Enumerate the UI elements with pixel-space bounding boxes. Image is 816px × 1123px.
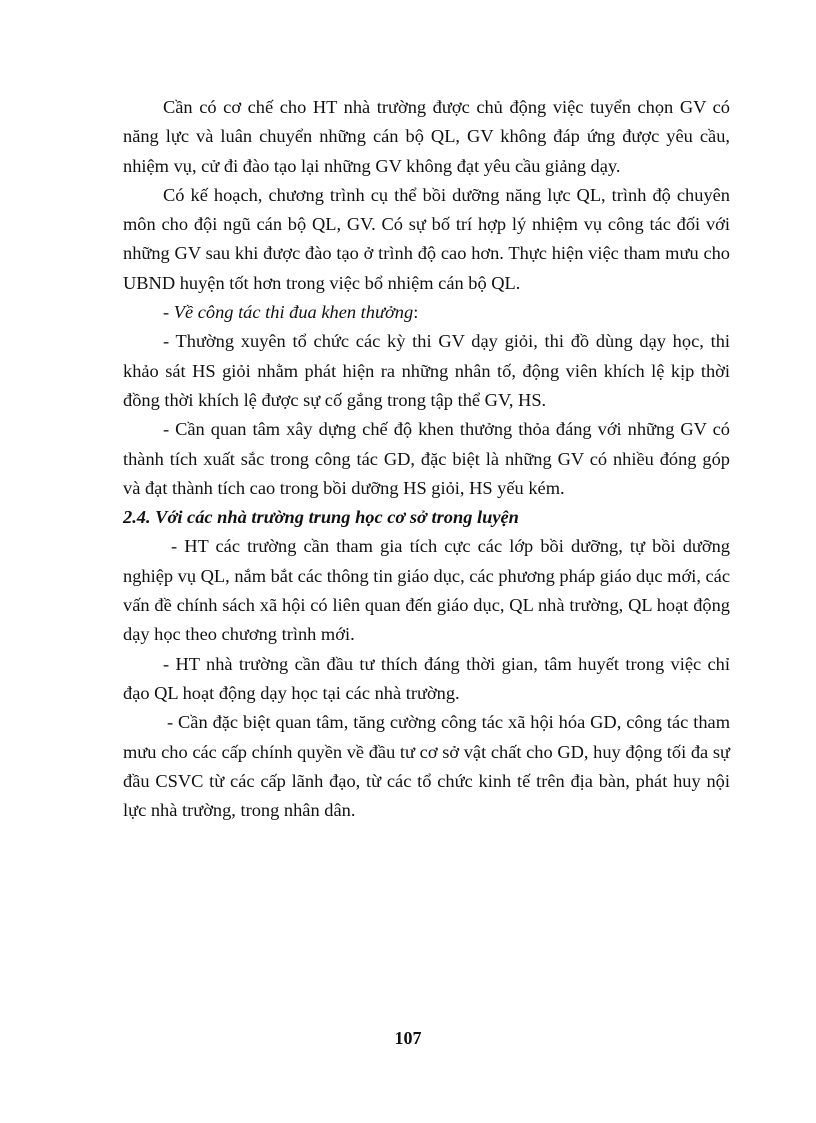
emulation-item-rewards: - Cần quan tâm xây dựng chế độ khen thưởng thỏa đáng với những GV có thành tích xuất sắc trong công tác GD, đặc biệt là những GV có nhiều đóng góp và đạt thành tích cao trong bồi dưỡng HS giỏi, HS yếu kém. (123, 419, 730, 498)
subheading-suffix: : (413, 302, 419, 323)
section-item-principal-training: - HT các trường cần tham gia tích cực các lớp bồi dưỡng, tự bồi dưỡng nghiệp vụ QL, nắm bắt các thông tin giáo dục, các phương pháp giáo dục mới, các vấn đề chính sách xã hội có liên quan đến giáo dục, QL nhà trường, QL hoạt động dạy học theo chương trình mới. (123, 536, 731, 645)
section-item-socialization: - Cần đặc biệt quan tâm, tăng cường công tác xã hội hóa GD, công tác tham mưu cho các cấp chính quyền về đầu tư cơ sở vật chất cho GD, huy động tối đa sự đầu CSVC từ các cấp lãnh đạo, từ các tổ chức kinh tế trên địa bàn, phát huy nội lực nhà trường, trong nhân dân. (123, 712, 730, 821)
section-item-time-investment: - HT nhà trường cần đầu tư thích đáng thời gian, tâm huyết trong việc chỉ đạo QL hoạt động dạy học tại các nhà trường. (123, 653, 730, 703)
subheading-text: Về công tác thi đua khen thưởng (173, 302, 414, 323)
emulation-item-contests: - Thường xuyên tổ chức các kỳ thi GV dạy giỏi, thi đồ dùng dạy học, thi khảo sát HS giỏi nhằm phát hiện ra những nhân tố, động viên khích lệ kịp thời đồng thời khích lệ được sự cố gắng trong tập thể GV, HS. (123, 331, 730, 410)
paragraph-training-plan: Có kế hoạch, chương trình cụ thể bồi dưỡng năng lực QL, trình độ chuyên môn cho đội ngũ cán bộ QL, GV. Có sự bố trí hợp lý nhiệm vụ công tác đối với những GV sau khi được đào tạo ở trình độ cao hơn. Thực hiện việc tham mưu cho UBND huyện tốt hơn trong việc bổ nhiệm cán bộ QL. (123, 184, 730, 293)
document-body (123, 93, 730, 825)
emulation-subheading (123, 298, 730, 327)
section-heading-2-4: 2.4. Với các nhà trường trung học cơ sở trong luyện (123, 507, 519, 528)
page-number: 107 (394, 1028, 422, 1048)
subheading-prefix: - (163, 302, 174, 323)
paragraph-teacher-selection: Cần có cơ chế cho HT nhà trường được chủ động việc tuyển chọn GV có năng lực và luân chuyển những cán bộ QL, GV không đáp ứng được yêu cầu, nhiệm vụ, cử đi đào tạo lại những GV không đạt yêu cầu giảng dạy. (123, 97, 730, 176)
